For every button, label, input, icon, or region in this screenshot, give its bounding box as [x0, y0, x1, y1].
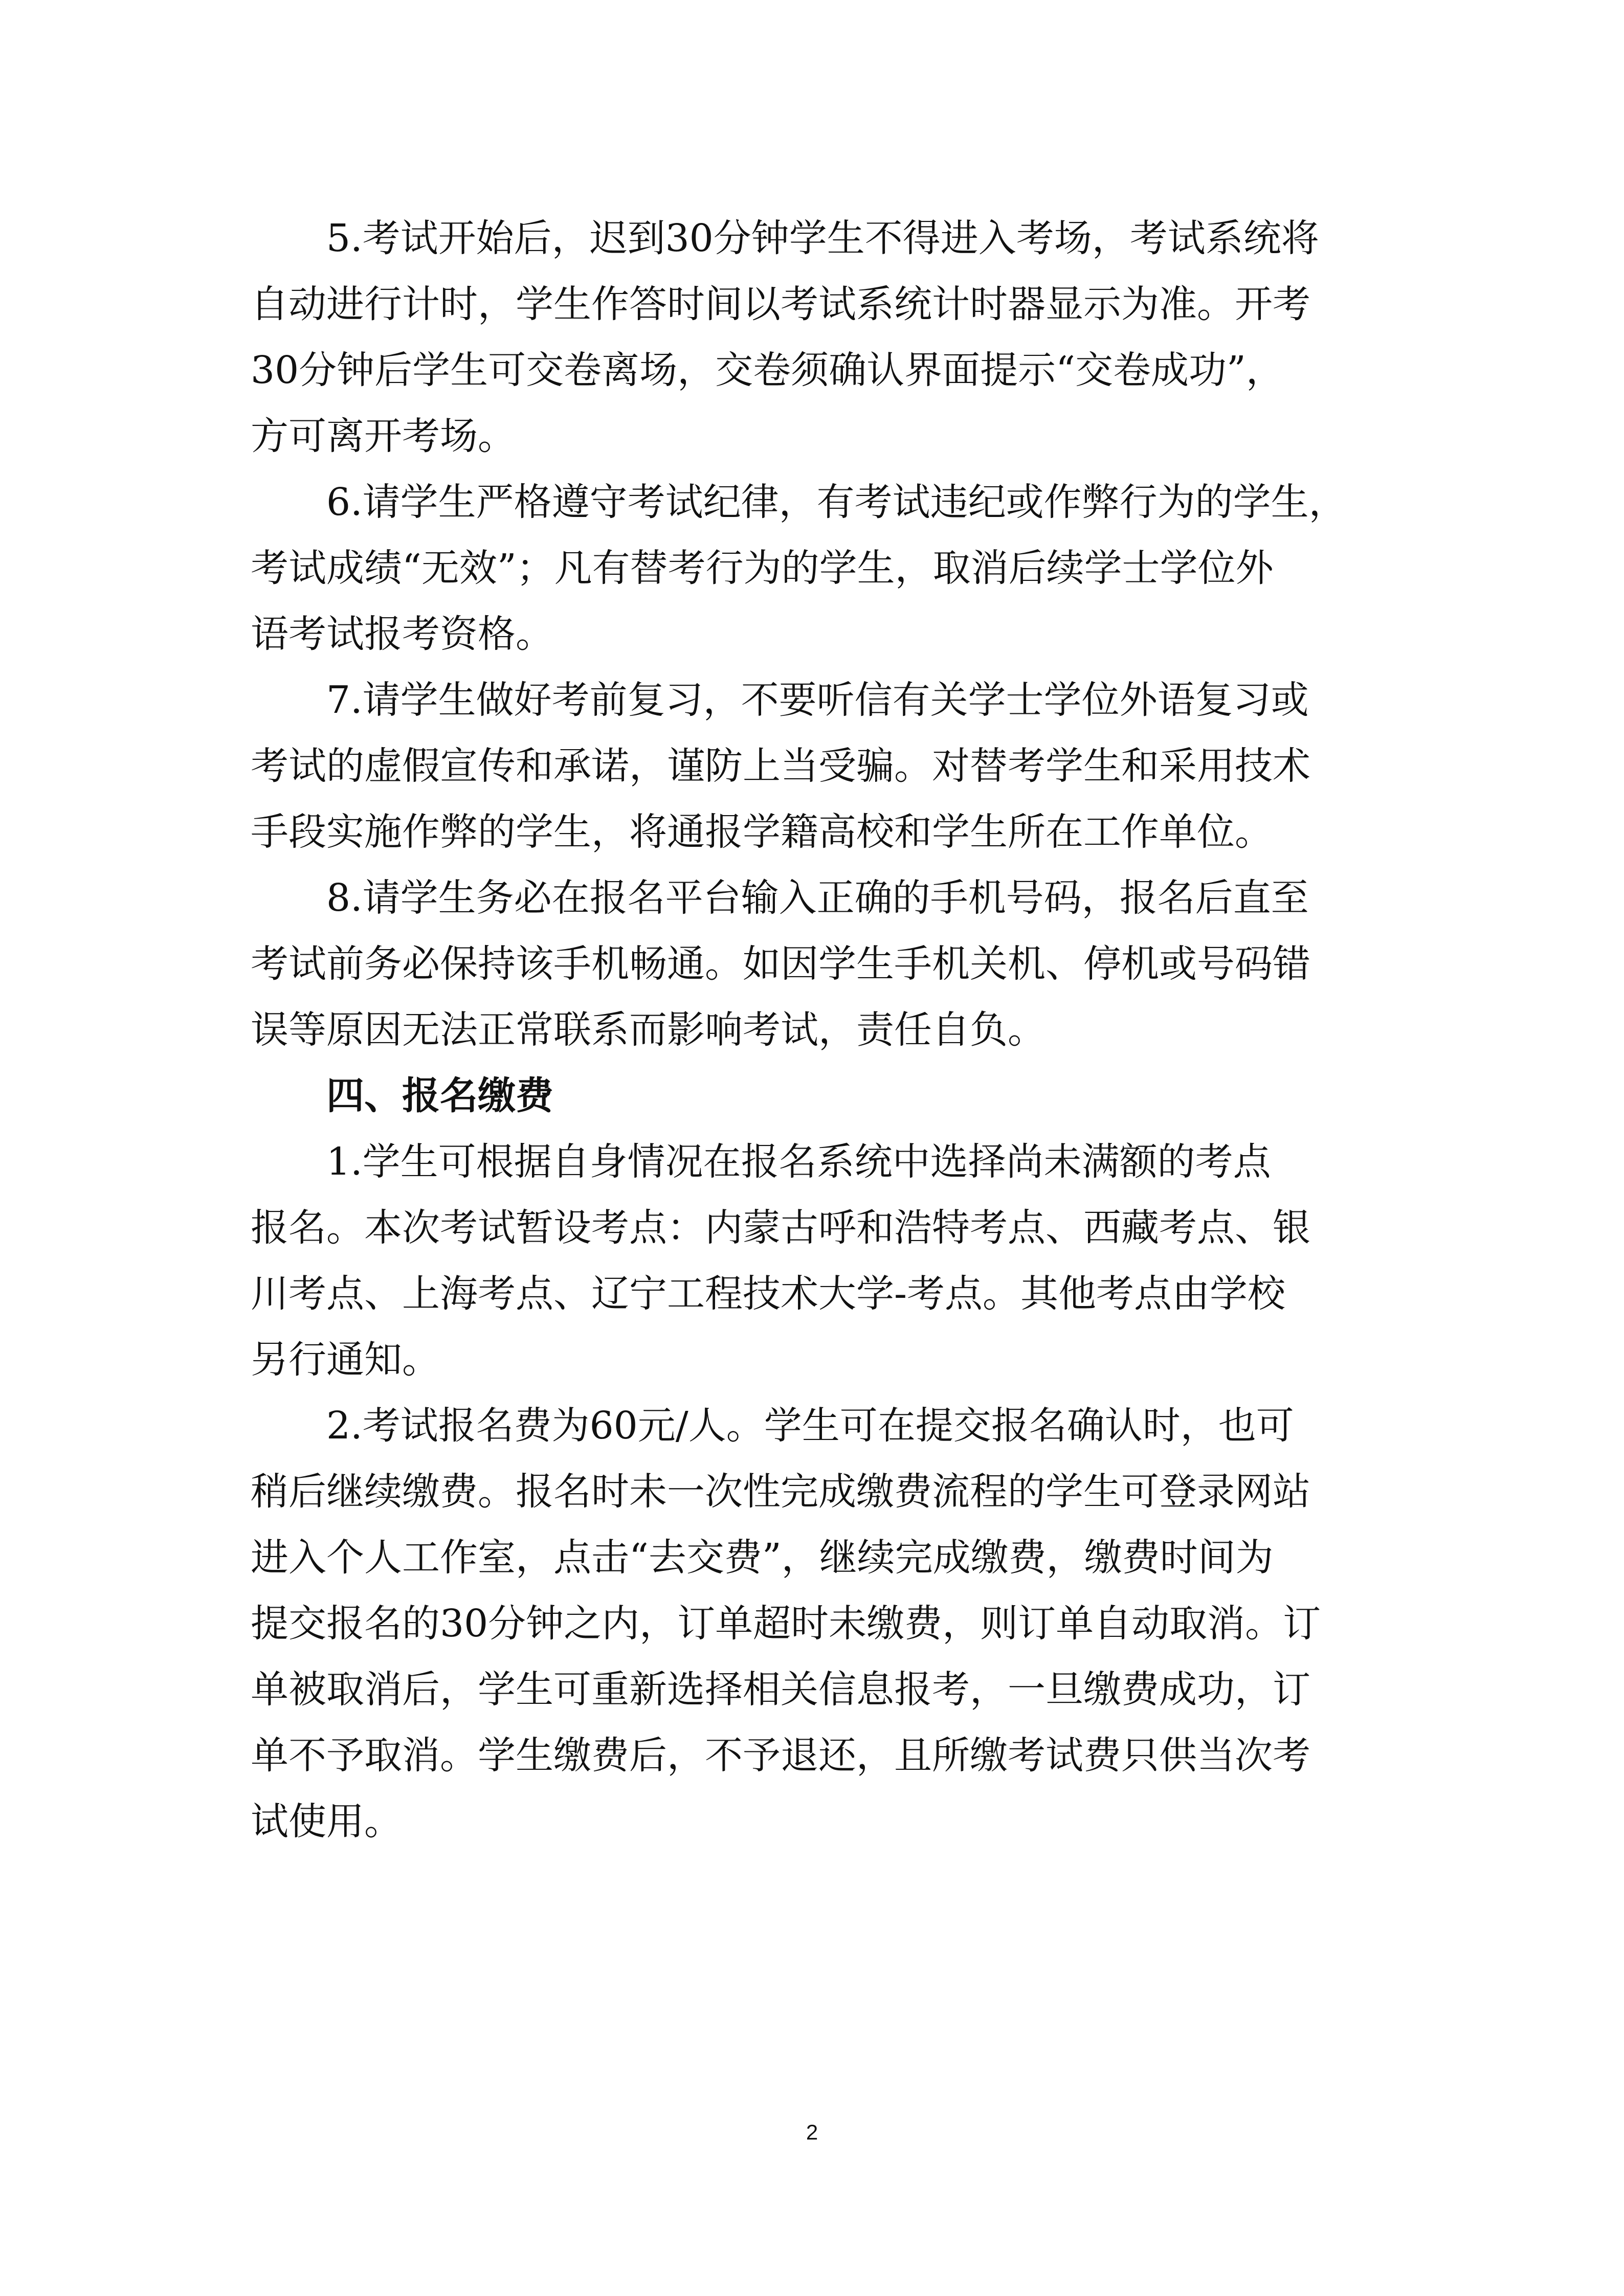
- page-number: 2: [806, 2120, 818, 2144]
- text-line: 6.请学生严格遵守考试纪律，有考试违纪或作弊行为的学生，: [326, 480, 1347, 524]
- text-line: 8.请学生务必在报名平台输入正确的手机号码，报名后直至: [326, 876, 1309, 920]
- heading-text: 四、报名缴费: [326, 1074, 553, 1118]
- text-line: 30分钟后学生可交卷离场，交卷须确认界面提示“交卷成功”，: [251, 348, 1284, 392]
- text-line: 试使用。: [251, 1799, 402, 1843]
- text-line: 语考试报考资格。: [251, 612, 553, 656]
- text-line: 考试的虚假宣传和承诺，谨防上当受骗。对替考学生和采用技术: [251, 744, 1310, 788]
- text-line: 考试成绩“无效”；凡有替考行为的学生，取消后续学士学位外: [251, 546, 1274, 590]
- text-line: 稍后继续缴费。报名时未一次性完成缴费流程的学生可登录网站: [251, 1470, 1310, 1514]
- section-heading: [251, 1063, 1401, 1129]
- paragraph-item-7: [251, 667, 1401, 865]
- document-body: [251, 206, 1401, 1855]
- text-line: 2.考试报名费为60元/人。学生可在提交报名确认时，也可: [326, 1404, 1294, 1448]
- text-line: 误等原因无法正常联系而影响考试，责任自负。: [251, 1008, 1045, 1052]
- paragraph-item-1: [251, 1129, 1401, 1393]
- text-line: 5.考试开始后，迟到30分钟学生不得进入考场，考试系统将: [326, 216, 1319, 260]
- text-line: 7.请学生做好考前复习，不要听信有关学士学位外语复习或: [326, 678, 1309, 722]
- text-line: 单被取消后，学生可重新选择相关信息报考，一旦缴费成功，订: [251, 1668, 1310, 1712]
- text-line: 报名。本次考试暂设考点：内蒙古呼和浩特考点、西藏考点、银: [251, 1206, 1310, 1250]
- text-line: 提交报名的30分钟之内，订单超时未缴费，则订单自动取消。订: [251, 1602, 1321, 1646]
- text-line: 手段实施作弊的学生，将通报学籍高校和学生所在工作单位。: [251, 810, 1273, 854]
- paragraph-item-6: [251, 469, 1401, 667]
- text-line: 考试前务必保持该手机畅通。如因学生手机关机、停机或号码错: [251, 942, 1310, 986]
- text-line: 川考点、上海考点、辽宁工程技术大学-考点。其他考点由学校: [251, 1272, 1286, 1316]
- text-line: 单不予取消。学生缴费后，不予退还，且所缴考试费只供当次考: [251, 1734, 1310, 1777]
- text-line: 进入个人工作室，点击“去交费”，继续完成缴费，缴费时间为: [251, 1536, 1274, 1580]
- paragraph-item-5: [251, 206, 1401, 469]
- text-line: 另行通知。: [251, 1338, 440, 1382]
- paragraph-item-8: [251, 865, 1401, 1063]
- text-line: 方可离开考场。: [251, 414, 516, 458]
- text-line: 1.学生可根据自身情况在报名系统中选择尚未满额的考点: [326, 1140, 1271, 1184]
- paragraph-item-2: [251, 1393, 1401, 1855]
- text-line: 自动进行计时，学生作答时间以考试系统计时器显示为准。开考: [251, 282, 1310, 326]
